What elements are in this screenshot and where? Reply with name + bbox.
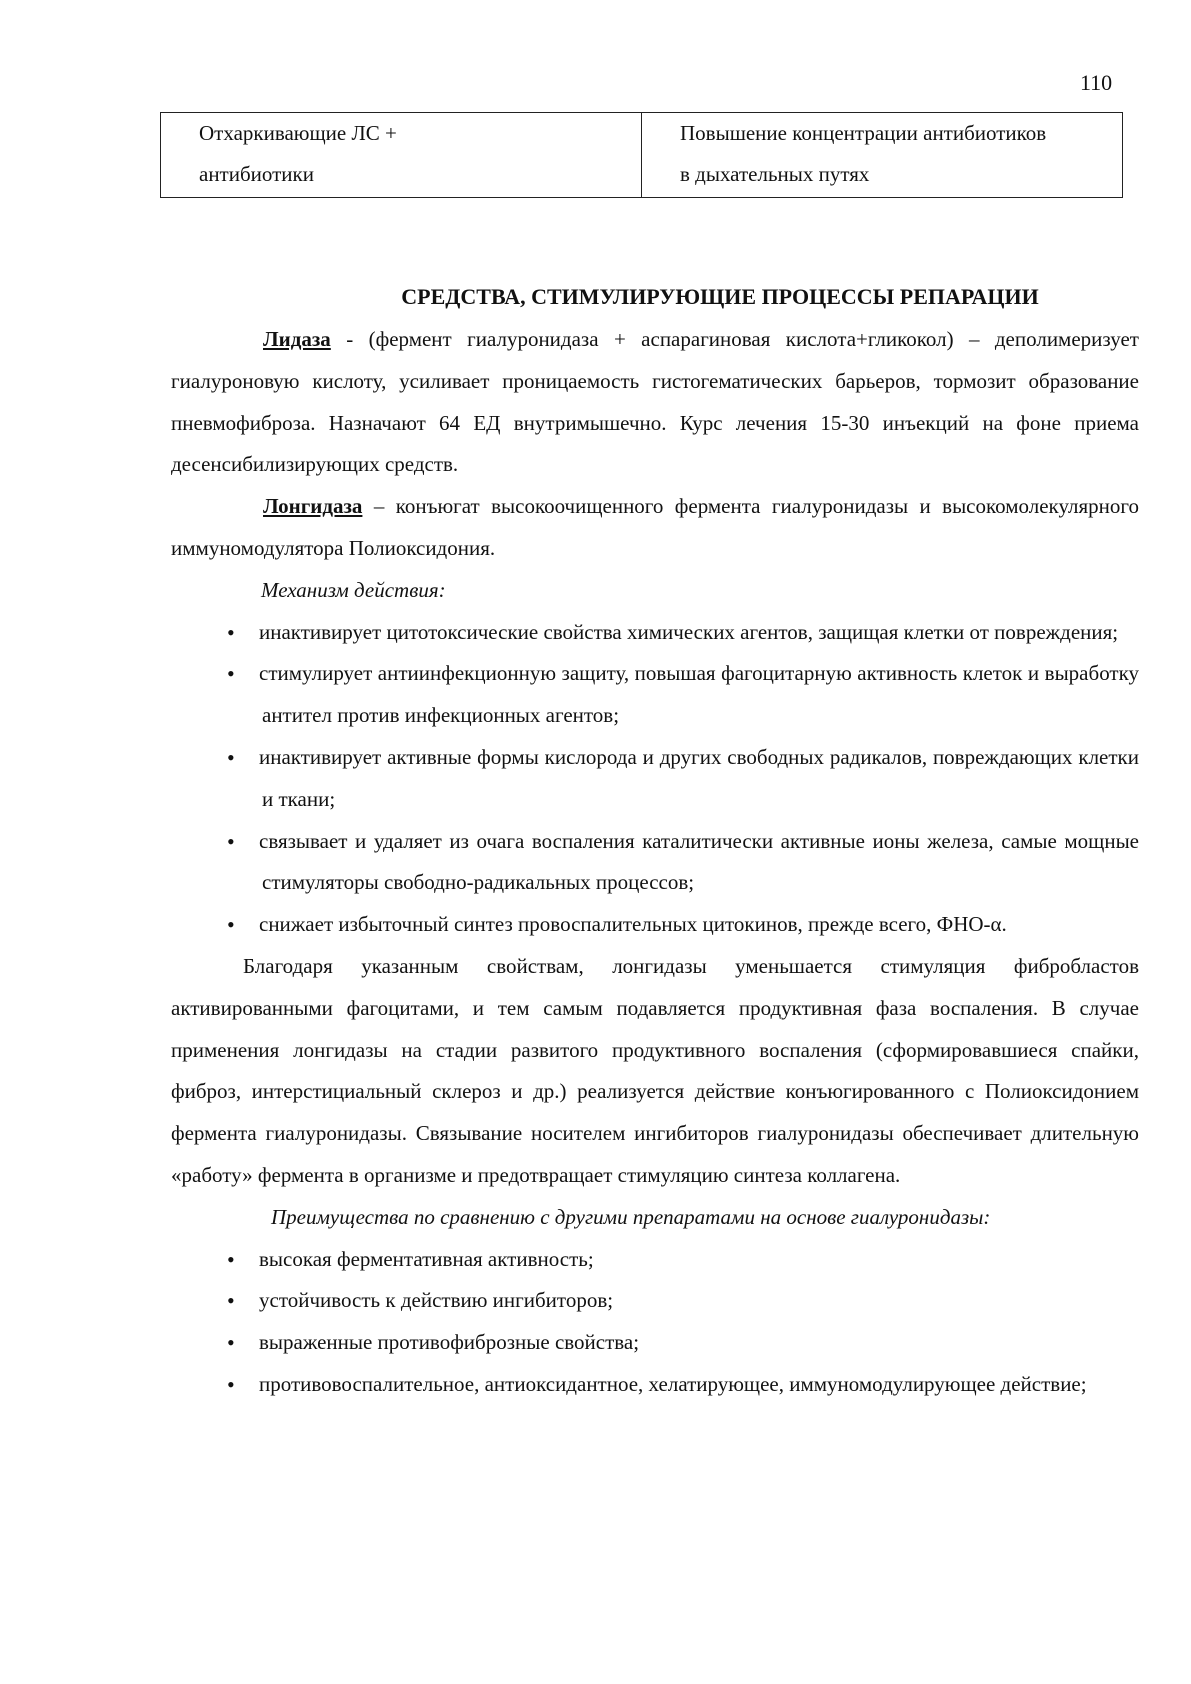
- list-item-text: снижает избыточный синтез провоспалительных цитокинов, прежде всего, ФНО-α.: [259, 912, 1007, 937]
- mechanism-list: [171, 612, 1139, 946]
- page-number: 110: [1080, 70, 1113, 95]
- drug-name-lidaza: Лидаза: [263, 327, 331, 351]
- list-item-text: устойчивость к действию ингибиторов;: [259, 1288, 614, 1313]
- list-item-text: стимулирует антиинфекционную защиту, повышая фагоцитарную активность клеток и выработку антител против инфекционных агентов;: [259, 661, 1139, 728]
- list-item-text: высокая ферментативная активность;: [259, 1246, 594, 1271]
- cell-text-line: антибиотики: [199, 162, 314, 186]
- bullet-icon: •: [227, 1288, 235, 1314]
- cell-text-line: в дыхательных путях: [680, 162, 870, 186]
- list-item: [171, 1239, 1139, 1281]
- table-cell-combination: [161, 113, 642, 198]
- drug-name-longidaza: Лонгидаза: [263, 494, 363, 519]
- advantages-heading: Преимущества по сравнению с другими препаратами на основе гиалуронидазы:: [271, 1204, 991, 1229]
- section-title: СРЕДСТВА, СТИМУЛИРУЮЩИЕ ПРОЦЕССЫ РЕПАРАЦИИ: [401, 284, 1039, 309]
- list-item: [171, 1322, 1139, 1364]
- lidaza-paragraph: [171, 319, 1139, 486]
- list-item-text: выраженные противофиброзные свойства;: [259, 1330, 640, 1355]
- table-row: [161, 113, 1123, 198]
- list-item: [171, 653, 1139, 737]
- bullet-icon: •: [227, 1246, 235, 1272]
- cell-text-line: Отхаркивающие ЛС +: [199, 121, 397, 145]
- cell-text-line: Повышение концентрации антибиотиков: [680, 121, 1047, 145]
- bullet-icon: •: [227, 1330, 235, 1356]
- list-item: [171, 1364, 1139, 1406]
- list-item: [171, 612, 1139, 654]
- bullet-icon: •: [227, 661, 235, 687]
- list-item-text: инактивирует активные формы кислорода и других свободных радикалов, повреждающих клетки и ткани;: [259, 744, 1139, 811]
- bullet-icon: •: [227, 744, 235, 770]
- longidaza-description: – конъюгат высокоочищенного фермента гиалуронидазы и высокомолекулярного иммуномодулятора Полиоксидония.: [171, 494, 1139, 560]
- drug-interaction-table: [160, 112, 1123, 198]
- list-item: [171, 821, 1139, 905]
- longidaza-paragraph: [171, 486, 1139, 570]
- bullet-icon: •: [227, 619, 235, 645]
- list-item: [171, 1280, 1139, 1322]
- summary-paragraph: Благодаря указанным свойствам, лонгидазы уменьшается стимуляция фибробластов активированными фагоцитами, и тем самым подавляется продуктивная фаза воспаления. В случае применения лонгидазы на стадии развитого продуктивного воспаления (сформировавшиеся спайки, фиброз, интерстициальный склероз и др.) реализуется действие конъюгированного с Полиоксидонием фермента гиалуронидазы. Связывание носителем ингибиторов гиалуронидазы обеспечивает длительную «работу» фермента в организме и предотвращает стимуляцию синтеза коллагена.: [171, 953, 1139, 1187]
- bullet-icon: •: [227, 1371, 235, 1397]
- list-item-text: связывает и удаляет из очага воспаления каталитически активные ионы железа, самые мощные стимуляторы свободно-радикальных процессов;: [259, 828, 1139, 895]
- table-cell-effect: [642, 113, 1123, 198]
- list-item-text: противовоспалительное, антиоксидантное, хелатирующее, иммуномодулирующее действие;: [259, 1371, 1087, 1396]
- bullet-icon: •: [227, 912, 235, 938]
- list-item-text: инактивирует цитотоксические свойства химических агентов, защищая клетки от повреждения;: [259, 619, 1119, 644]
- document-body: [171, 277, 1139, 1406]
- mechanism-heading: Механизм действия:: [261, 577, 446, 602]
- list-item: [171, 904, 1139, 946]
- list-item: [171, 737, 1139, 821]
- advantages-list: [171, 1239, 1139, 1406]
- lidaza-description: - (фермент гиалуронидаза + аспарагиновая кислота+гликокол) – деполимеризует гиалуроновую кислоту, усиливает проницаемость гистогематических барьеров, тормозит образование пневмофиброза. Назначают 64 ЕД внутримышечно. Курс лечения 15-30 инъекций на фоне приема десенсибилизирующих средств.: [171, 327, 1139, 477]
- bullet-icon: •: [227, 828, 235, 854]
